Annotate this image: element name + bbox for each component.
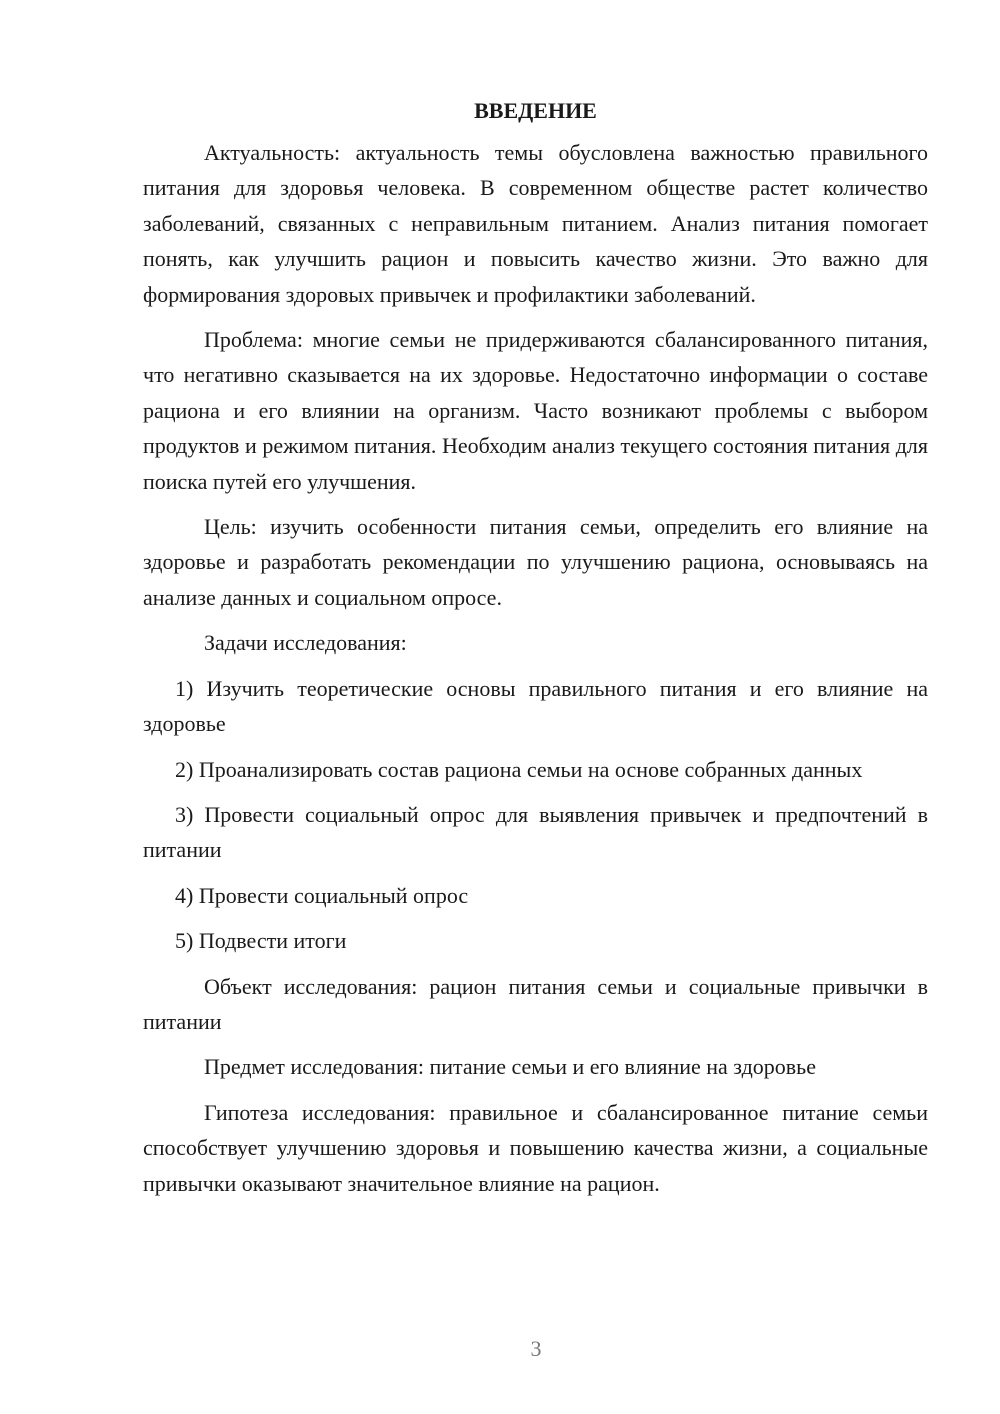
relevance-paragraph: Актуальность: актуальность темы обусловлена важностью правильного питания для здоровья человека. В современном обществе растет количество заболеваний, связанных с неправильным питанием. Анализ питания помогает понять, как улучшить рацион и повысить качество жизни. Это важно для формирования здоровых привычек и профилактики заболеваний. [143, 140, 928, 307]
hypothesis-paragraph: Гипотеза исследования: правильное и сбалансированное питание семьи способствует улучшению здоровья и повышению качества жизни, а социальные привычки оказывают значительное влияние на рацион. [143, 1099, 928, 1196]
page-content [143, 93, 928, 1211]
task-item-3: 3) Провести социальный опрос для выявления привычек и предпочтений в питании [143, 801, 928, 863]
task-item-1: 1) Изучить теоретические основы правильного питания и его влияние на здоровье [143, 675, 928, 737]
task-item-2: 2) Проанализировать состав рациона семьи на основе собранных данных [175, 756, 863, 782]
task-item-5: 5) Подвести итоги [175, 928, 347, 954]
object-paragraph: Объект исследования: рацион питания семьи и социальные привычки в питании [143, 973, 928, 1034]
tasks-title: Задачи исследования: [204, 630, 407, 656]
subject-paragraph: Предмет исследования: питание семьи и его влияние на здоровье [204, 1054, 816, 1080]
task-item-4: 4) Провести социальный опрос [175, 882, 469, 908]
page-number: 3 [530, 1336, 542, 1361]
goal-paragraph: Цель: изучить особенности питания семьи, определить его влияние на здоровье и разработать рекомендации по улучшению рациона, основываясь на анализе данных и социальном опросе. [143, 514, 928, 610]
problem-paragraph: Проблема: многие семьи не придерживаются сбалансированного питания, что негативно сказывается на их здоровье. Недостаточно информации о составе рациона и его влиянии на организм. Часто возникают проблемы с выбором продуктов и режимом питания. Необходим анализ текущего состояния питания для поиска путей его улучшения. [143, 327, 928, 494]
section-heading: ВВЕДЕНИЕ [474, 98, 597, 123]
